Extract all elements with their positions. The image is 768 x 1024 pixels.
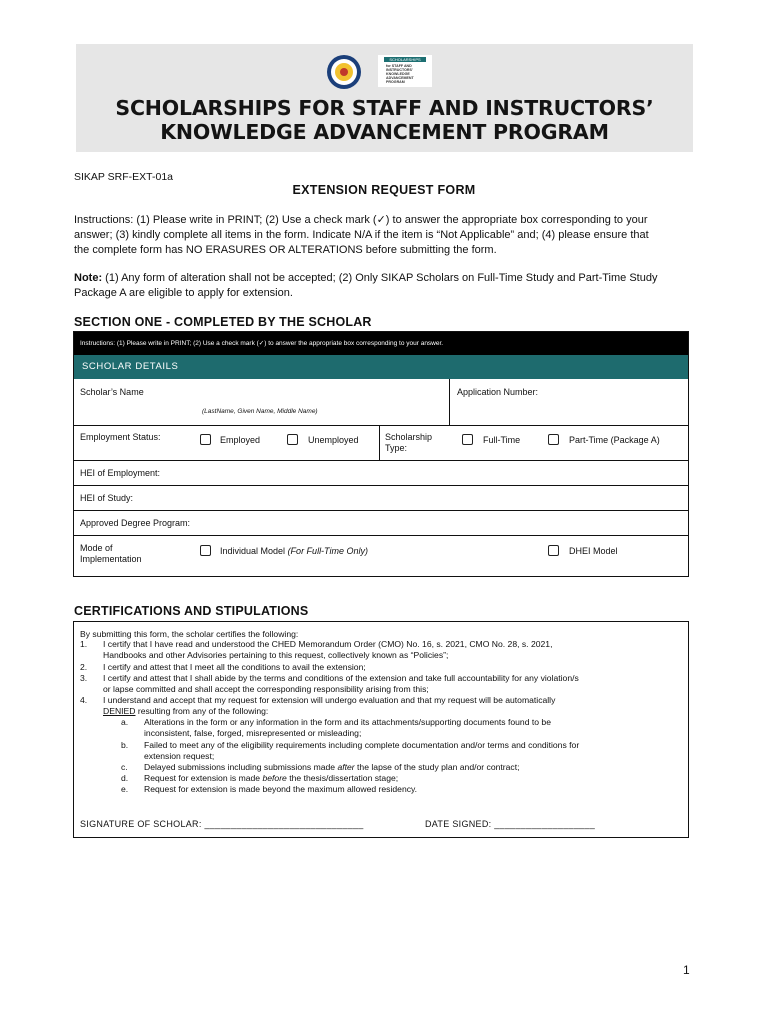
sikap-logo-top: SCHOLARSHIPS xyxy=(384,57,426,62)
cert-item xyxy=(80,695,555,717)
scholar-name-hint: (LastName, Given Name, Middle Name) xyxy=(202,408,318,415)
cert-sub-line: Failed to meet any of the eligibility requirements including complete documentation and/or terms and conditions for xyxy=(144,740,580,750)
scholar-details-form xyxy=(73,331,689,577)
cert-sub-num: c. xyxy=(121,762,128,772)
full-time-checkbox[interactable] xyxy=(462,434,473,445)
form-code: SIKAP SRF-EXT-01a xyxy=(74,171,174,183)
divider xyxy=(74,485,688,486)
cert-sub-item xyxy=(121,784,417,795)
title-line-2: KNOWLEDGE ADVANCEMENT PROGRAM xyxy=(160,120,609,144)
instruction-bar: Instructions: (1) Please write in PRINT; (2) Use a check mark (✓) to answer the appropriate box corresponding to your answer. xyxy=(74,332,688,355)
certifications-title: CERTIFICATIONS AND STIPULATIONS xyxy=(74,604,309,618)
cert-item-line: Handbooks and other Advisories pertaining to this request, collectively known as “Policies”; xyxy=(103,650,449,661)
cert-item xyxy=(80,639,552,661)
unemployed-label: Unemployed xyxy=(308,435,359,445)
divider xyxy=(449,379,450,425)
cert-sub-emphasis: before xyxy=(262,773,287,783)
cert-sub-num: a. xyxy=(121,717,129,727)
employed-checkbox[interactable] xyxy=(200,434,211,445)
mode-label xyxy=(80,543,142,565)
note xyxy=(74,271,694,301)
cert-sub-text: Request for extension is made beyond the maximum allowed residency. xyxy=(144,784,418,794)
divider xyxy=(74,460,688,461)
dhei-model-checkbox[interactable] xyxy=(548,545,559,556)
scholar-details-header: SCHOLAR DETAILS xyxy=(74,355,688,379)
full-time-label: Full-Time xyxy=(483,435,521,445)
ched-seal-logo xyxy=(326,54,362,90)
instructions xyxy=(74,213,694,258)
cert-sub-num: d. xyxy=(121,773,129,783)
cert-item-line: or lapse committed and shall accept the corresponding responsibility arising from this; xyxy=(103,684,429,695)
degree-program-field[interactable]: Approved Degree Program: xyxy=(80,518,191,528)
cert-sub-line: extension request; xyxy=(144,751,215,762)
divider xyxy=(74,425,688,426)
hei-study-field[interactable]: HEI of Study: xyxy=(80,493,134,503)
page-number: 1 xyxy=(683,963,690,977)
cert-sub-item xyxy=(121,762,519,773)
scholar-name-field[interactable]: Scholar’s Name xyxy=(80,387,144,397)
signature-field[interactable]: SIGNATURE OF SCHOLAR: ______________________________ xyxy=(80,819,364,829)
denied-text: DENIED xyxy=(103,706,136,717)
hei-employment-field[interactable]: HEI of Employment: xyxy=(80,468,161,478)
sikap-logo-body: for STAFF AND INSTRUCTORS' KNOWLEDGE ADVANCEMENT PROGRAM xyxy=(386,64,414,84)
instructions-line-2: answer; (3) kindly complete all items in the form. Indicate N/A if the item is “Not Applicable” and; (4) please ensure that xyxy=(74,229,649,241)
cert-item-line: I certify that I have read and understood the CHED Memorandum Order (CMO) No. 16, s. 2021, CMO No. 28, s. 2021, xyxy=(103,639,553,649)
mode-label-line-1: Mode of xyxy=(80,543,113,553)
note-label: Note: xyxy=(74,272,103,284)
individual-model-text: Individual Model xyxy=(220,546,286,556)
scholarship-type-label-line-1: Scholarship xyxy=(385,432,433,442)
part-time-checkbox[interactable] xyxy=(548,434,559,445)
cert-item-line: I certify and attest that I meet all the conditions to avail the extension; xyxy=(103,662,366,672)
instructions-line-3: the complete form has NO ERASURES OR ALTERATIONS before submitting the form. xyxy=(74,244,497,256)
instructions-line-1: Instructions: (1) Please write in PRINT; (2) Use a check mark (✓) to answer the appropriate box corresponding to your xyxy=(74,214,648,226)
cert-sub-line: Alterations in the form or any information in the form and its attachments/supporting documents found to be xyxy=(144,717,551,727)
employed-label: Employed xyxy=(220,435,261,445)
application-number-field[interactable]: Application Number: xyxy=(457,387,539,397)
cert-item-num: 4. xyxy=(80,695,88,705)
divider xyxy=(74,535,688,536)
title-line-1: SCHOLARSHIPS FOR STAFF AND INSTRUCTORS’ xyxy=(115,96,654,120)
cert-sub-item xyxy=(121,717,551,739)
note-line-1: (1) Any form of alteration shall not be accepted; (2) Only SIKAP Scholars on Full-Time Study and Part-Time Study xyxy=(105,272,658,284)
divider xyxy=(379,425,380,460)
employment-status-label: Employment Status: xyxy=(80,432,161,442)
cert-item xyxy=(80,673,579,695)
individual-model-note: (For Full-Time Only) xyxy=(287,546,368,556)
cert-item-line: resulting from any of the following: xyxy=(135,706,269,717)
cert-sub-text: Request for extension is made xyxy=(144,773,263,783)
sikap-logo xyxy=(378,55,432,87)
dhei-model-label: DHEI Model xyxy=(569,546,618,556)
part-time-label: Part-Time (Package A) xyxy=(569,435,660,445)
cert-sub-num: b. xyxy=(121,740,129,750)
cert-item xyxy=(80,662,366,673)
individual-model-checkbox[interactable] xyxy=(200,545,211,556)
cert-item-num: 1. xyxy=(80,639,88,649)
cert-sub-num: e. xyxy=(121,784,129,794)
cert-item-num: 3. xyxy=(80,673,88,683)
cert-sub-text: Delayed submissions including submissions made xyxy=(144,762,338,772)
cert-sub-item xyxy=(121,773,398,784)
cert-item-line: I understand and accept that my request for extension will undergo evaluation and that my request will be automatically xyxy=(103,695,556,705)
divider xyxy=(74,510,688,511)
cert-item-num: 2. xyxy=(80,662,88,672)
date-signed-field[interactable]: DATE SIGNED: ___________________ xyxy=(425,819,596,829)
scholarship-type-label-line-2: Type: xyxy=(385,443,408,453)
form-title: EXTENSION REQUEST FORM xyxy=(292,183,476,197)
unemployed-checkbox[interactable] xyxy=(287,434,298,445)
note-line-2: Package A are eligible to apply for extension. xyxy=(74,287,293,299)
section-one-title: SECTION ONE - COMPLETED BY THE SCHOLAR xyxy=(74,315,372,329)
mode-label-line-2: Implementation xyxy=(80,554,142,564)
page-title xyxy=(76,96,693,144)
cert-sub-line: inconsistent, false, forged, misrepresented or misleading; xyxy=(144,728,362,739)
cert-intro: By submitting this form, the scholar certifies the following: xyxy=(80,629,299,639)
individual-model-label xyxy=(220,546,368,557)
cert-sub-item xyxy=(121,740,579,762)
cert-sub-emphasis: after xyxy=(337,762,355,772)
scholarship-type-label xyxy=(385,432,432,454)
cert-sub-text: the lapse of the study plan and/or contract; xyxy=(354,762,520,772)
cert-sub-text: the thesis/dissertation stage; xyxy=(286,773,399,783)
cert-item-line: I certify and attest that I shall abide by the terms and conditions of the extension and take full accountability for any violation/s xyxy=(103,673,579,683)
